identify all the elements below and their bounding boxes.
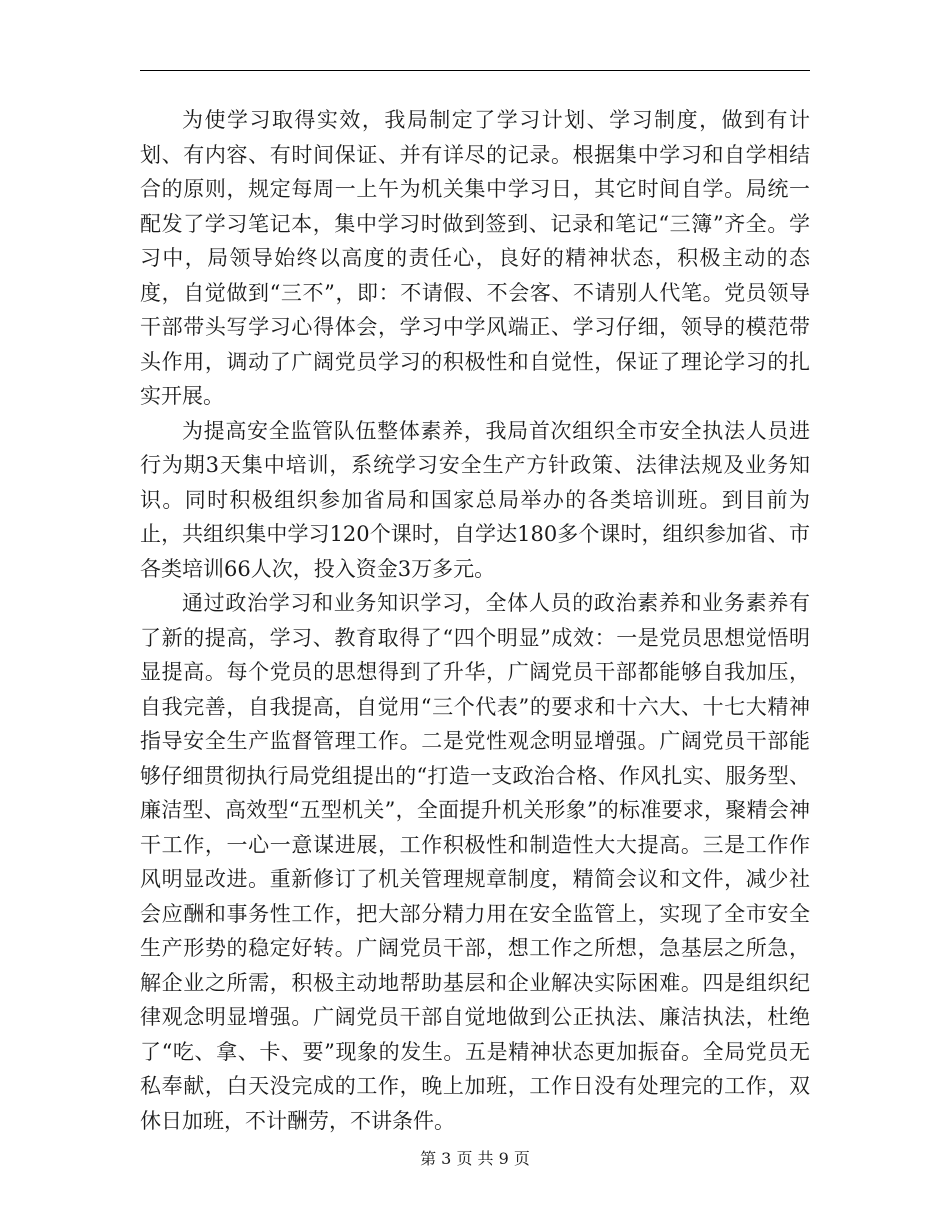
header-rule (140, 70, 810, 71)
page-number: 第 3 页 共 9 页 (420, 1149, 530, 1168)
paragraph-results: 通过政治学习和业务知识学习，全体人员的政治素养和业务素养有了新的提高，学习、教育取得了“四个明显”成效：一是党员思想觉悟明显提高。每个党员的思想得到了升华，广阔党员干部都能够自我加压，自我完善，自我提高，自觉用“三个代表”的要求和十六大、十七大精神指导安全生产监督管理工作。二是党性观念明显增强。广阔党员干部能够仔细贯彻执行局党组提出的“打造一支政治合格、作风扎实、服务型、廉洁型、高效型“五型机关”，全面提升机关形象”的标准要求，聚精会神干工作，一心一意谋进展，工作积极性和制造性大大提高。三是工作作风明显改进。重新修订了机关管理规章制度，精简会议和文件，减少社会应酬和事务性工作，把大部分精力用在安全监管上，实现了全市安全生产形势的稳定好转。广阔党员干部，想工作之所想，急基层之所急，解企业之所需，积极主动地帮助基层和企业解决实际困难。四是组织纪律观念明显增强。广阔党员干部自觉地做到公正执法、廉洁执法，杜绝了“吃、拿、卡、要”现象的发生。五是精神状态更加振奋。全局党员无私奉献，白天没完成的工作，晚上加班，工作日没有处理完的工作，双休日加班，不计酬劳，不讲条件。 (140, 591, 810, 1133)
document-body (140, 103, 810, 1138)
paragraph-training: 为提高安全监管队伍整体素养，我局首次组织全市安全执法人员进行为期3天集中培训，系统学习安全生产方针政策、法律法规及业务知识。同时积极组织参加省局和国家总局举办的各类培训班。到目前为止，共组织集中学习120个课时，自学达180多个课时，组织参加省、市各类培训66人次，投入资金3万多元。 (140, 418, 810, 581)
paragraph-study-system: 为使学习取得实效，我局制定了学习计划、学习制度，做到有计划、有内容、有时间保证、并有详尽的记录。根据集中学习和自学相结合的原则，规定每周一上午为机关集中学习日，其它时间自学。局统一配发了学习笔记本，集中学习时做到签到、记录和笔记“三簿”齐全。学习中，局领导始终以高度的责任心，良好的精神状态，积极主动的态度，自觉做到“三不”，即：不请假、不会客、不请别人代笔。党员领导干部带头写学习心得体会，学习中学风端正、学习仔细，领导的模范带头作用，调动了广阔党员学习的积极性和自觉性，保证了理论学习的扎实开展。 (140, 108, 810, 408)
